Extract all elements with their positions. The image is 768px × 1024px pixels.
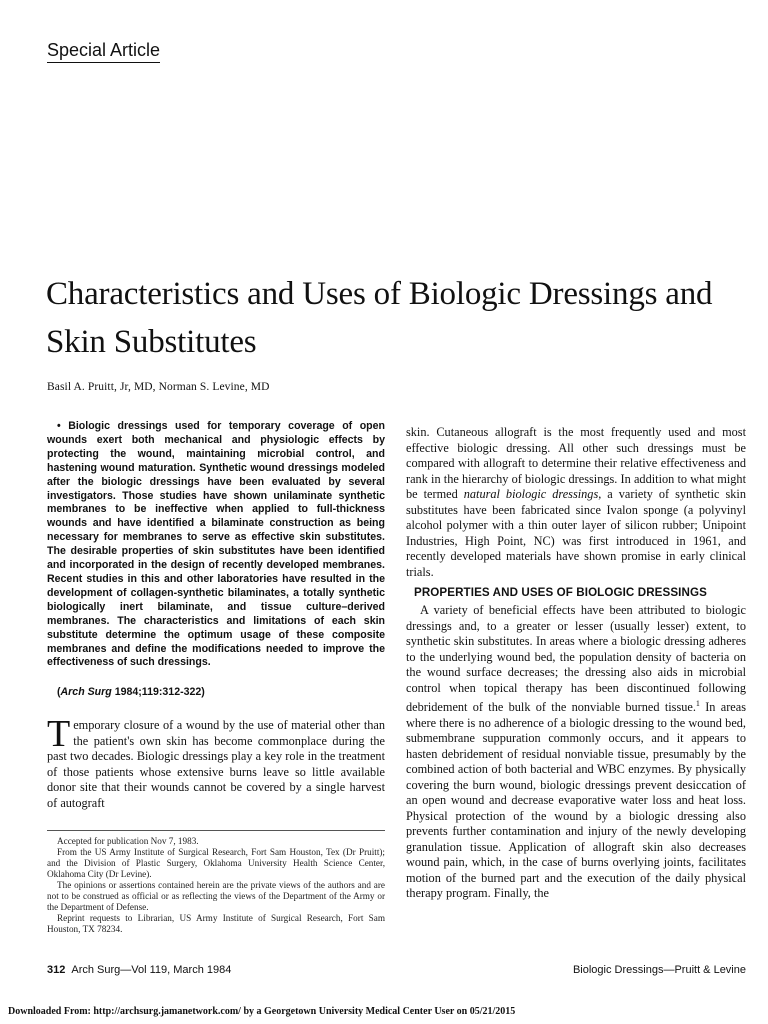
footnote-accepted: Accepted for publication Nov 7, 1983. (57, 836, 199, 846)
footnote-divider (47, 830, 385, 831)
citation-journal: Arch Surg (60, 686, 112, 698)
running-title: Biologic Dressings—Pruitt & Levine (572, 964, 746, 976)
right-paragraph-1: skin. Cutaneous allograft is the most frequently used and most effective biologic dressing. All other such dressings must be compared with allograft to determine their relative effectiveness and rank in the hierarchy of biologic dressings. In addition to what might be termed natural biologic dressings, a variety of synthetic skin substitutes have been fabricated since Ivalon sponge (a polyvinyl alcohol polymer with a thin outer layer of silicon rubber; Unipoint Industries, High Point, NC) was first introduced in 1961, and recently developed materials have shown promise in early clinical trials. (406, 425, 746, 579)
intro-paragraph (47, 713, 385, 811)
page-number: 312 (47, 964, 66, 976)
footnote-disclaimer: The opinions or assertions contained herein are the private views of the authors and are not to be construed as official or as reflecting the views of the Department of the Army or the Department of Defense. (47, 880, 385, 912)
section-heading: PROPERTIES AND USES OF BIOLOGIC DRESSINGS (414, 586, 707, 599)
download-notice: Downloaded From: http://archsurg.jamanetwork.com/ by a Georgetown University Medical Center User on 05/21/2015 (8, 1006, 516, 1017)
footnotes (47, 836, 385, 935)
footer-left (47, 964, 231, 976)
abstract-citation: (Arch Surg 1984;119:312-322) (57, 686, 205, 698)
footnote-affiliation: From the US Army Institute of Surgical Research, Fort Sam Houston, Tex (Dr Pruitt); and the Division of Plastic Surgery, Oklahoma University Health Science Center, Oklahoma City (Dr Levine). (47, 847, 385, 879)
intro-text: emporary closure of a wound by the use of material other than the patient's own skin has become commonplace during the past two decades. Biologic dressings play a key role in the treatment of those patients whose extensive burns leave so little available donor site that their wounds cannot be covered by a single harvest of autograft (47, 718, 385, 810)
article-authors: Basil A. Pruitt, Jr, MD, Norman S. Levine, MD (47, 381, 270, 393)
right-column (406, 425, 746, 902)
reference-superscript: 1 (695, 699, 700, 708)
citation-reference: 1984;119:312-322) (114, 686, 205, 698)
drop-cap: T (47, 713, 71, 755)
abstract: • Biologic dressings used for temporary coverage of open wounds exert both mechanical and physiologic effects by protecting the wound, maintaining microbial control, and hastening wound maturation. Synthetic wound dressings modeled after the biologic dressings have been evaluated by several investigators. Those studies have shown unilaminate synthetic membranes to be ineffective when applied to full-thickness wounds and have identified a bilaminate construction as being necessary for membranes to serve as effective skin substitutes. The desirable properties of skin substitutes have been identified and incorporated in the design of recently developed membranes. Recent studies in this and other laboratories have resulted in the development of collagen-synthetic bilaminates, a totally synthetic biologically inert bilaminate, and tissue culture–derived membranes. The characteristics and limitations of each skin substitute determine the optimum usage of these composite membranes and define the modifications needed to improve the effectiveness of such dressings. (47, 420, 385, 669)
journal-info: Arch Surg—Vol 119, March 1984 (71, 964, 232, 976)
section-label: Special Article (47, 40, 160, 63)
article-title: Characteristics and Uses of Biologic Dressings and Skin Substitutes (46, 276, 713, 360)
right-paragraph-2: A variety of beneficial effects have been attributed to biologic dressings and, to a greater or lesser (usually lesser) extent, to synthetic skin substitutes. In areas where a biologic dressing adheres to the underlying wound bed, the population density of bacteria on the wound surface decreases; the dressing also aids in microbial control when topical therapy has been discontinued following debridement of the bulk of the nonviable burned tissue.$^1$ In areas where there is no adherence of a biologic dressing to the wound bed, submembrane suppuration commonly occurs, and it appears to hasten debridement of residual nonviable tissue, presumably by the combined action of both bacterial and WBC enzymes. By physically covering the burn wound, biologic dressings prevent desiccation of an open wound and decrease evaporative water loss and heat loss. Physical protection of the wound by a biologic dressing also prevents further contamination and injury of the newly developing granulation tissue. Application of allograft skin also decreases wound pain, which, in the case of burns overlying joints, facilitates motion of the burned part and the execution of the daily physical therapy program. Finally, the (406, 603, 747, 901)
footnote-reprints: Reprint requests to Librarian, US Army Institute of Surgical Research, Fort Sam Houston, TX 78234. (47, 913, 385, 934)
